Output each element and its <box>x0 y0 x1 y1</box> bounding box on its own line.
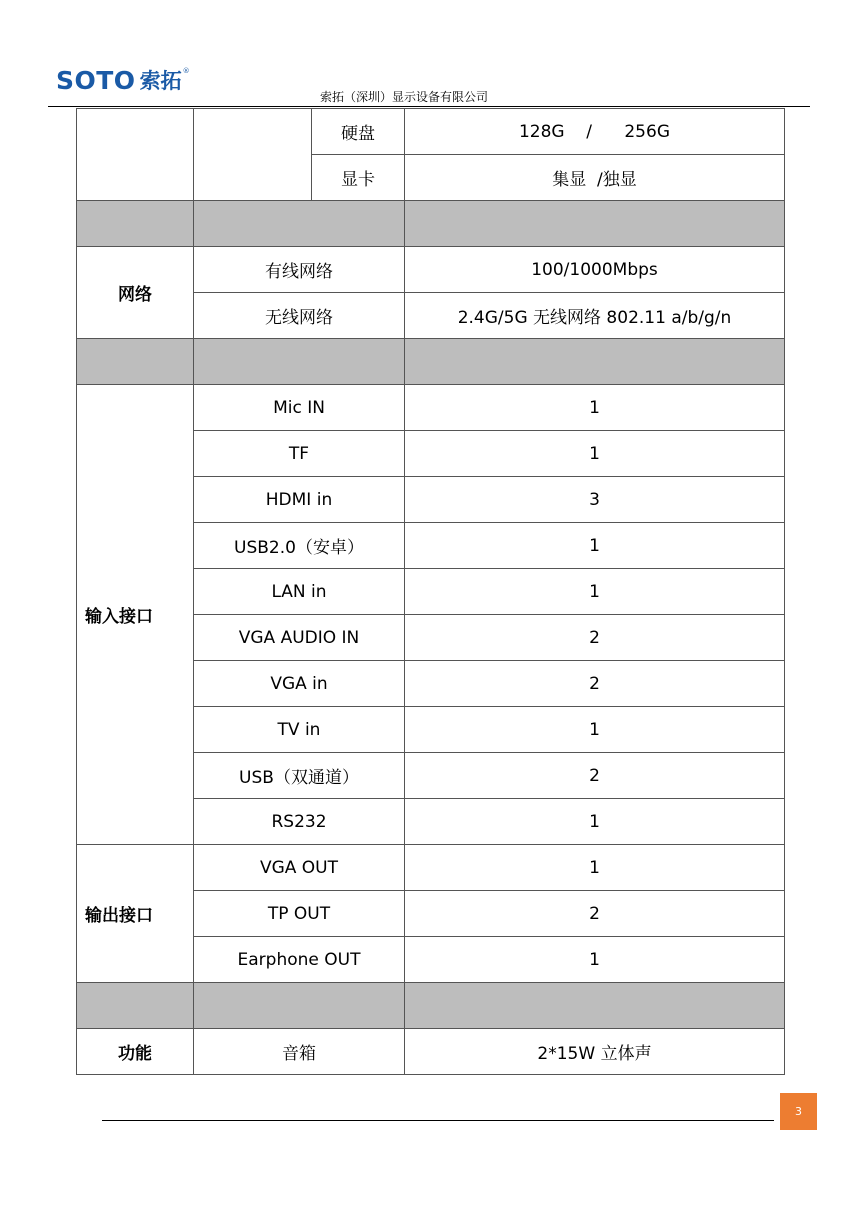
spec-value: 1 <box>405 523 785 569</box>
separator-row <box>77 983 785 1029</box>
spec-table <box>76 108 785 1075</box>
spec-value: 2.4G/5G 无线网络 802.11 a/b/g/n <box>405 293 785 339</box>
spec-name: LAN in <box>194 569 405 615</box>
table-row <box>77 247 785 293</box>
category-network: 网络 <box>77 247 194 339</box>
spec-name: Earphone OUT <box>194 937 405 983</box>
spec-name: TV in <box>194 707 405 753</box>
spec-value: 1 <box>405 569 785 615</box>
table-row <box>77 385 785 431</box>
table-row <box>77 1029 785 1075</box>
spec-name: 显卡 <box>312 155 405 201</box>
category-output: 输出接口 <box>77 845 194 983</box>
spec-value: 2 <box>405 891 785 937</box>
category-input: 输入接口 <box>77 385 194 845</box>
company-name: 索拓（深圳）显示设备有限公司 <box>320 90 489 104</box>
spec-name: 无线网络 <box>194 293 405 339</box>
spec-value: 100/1000Mbps <box>405 247 785 293</box>
spec-name: VGA AUDIO IN <box>194 615 405 661</box>
spec-name: RS232 <box>194 799 405 845</box>
spec-value: 集显 /独显 <box>405 155 785 201</box>
soto-logo <box>56 66 190 98</box>
logo-cn: 索拓 <box>139 69 182 93</box>
spec-value: 3 <box>405 477 785 523</box>
spec-value: 1 <box>405 431 785 477</box>
logo-reg: ® <box>182 67 190 75</box>
spec-value: 1 <box>405 707 785 753</box>
category-cell-empty <box>77 109 194 201</box>
page-number: 3 <box>780 1093 817 1130</box>
footer-rule <box>102 1120 774 1121</box>
spec-value: 1 <box>405 799 785 845</box>
category-function: 功能 <box>77 1029 194 1075</box>
spec-name: VGA in <box>194 661 405 707</box>
spec-value: 128G / 256G <box>405 109 785 155</box>
spec-name: VGA OUT <box>194 845 405 891</box>
spec-value: 2*15W 立体声 <box>405 1029 785 1075</box>
spec-name: HDMI in <box>194 477 405 523</box>
spec-name: 音箱 <box>194 1029 405 1075</box>
header-rule <box>48 106 810 107</box>
subcategory-cell-empty <box>194 109 312 201</box>
spec-name: 硬盘 <box>312 109 405 155</box>
spec-name: Mic IN <box>194 385 405 431</box>
spec-name: USB（双通道） <box>194 753 405 799</box>
table-row <box>77 845 785 891</box>
table-row <box>77 109 785 155</box>
separator-row <box>77 201 785 247</box>
spec-name: 有线网络 <box>194 247 405 293</box>
logo-latin: SOTO <box>56 66 136 95</box>
spec-name: TP OUT <box>194 891 405 937</box>
spec-name: USB2.0（安卓） <box>194 523 405 569</box>
spec-value: 2 <box>405 661 785 707</box>
spec-value: 1 <box>405 385 785 431</box>
spec-value: 1 <box>405 937 785 983</box>
spec-value: 2 <box>405 615 785 661</box>
spec-value: 1 <box>405 845 785 891</box>
spec-value: 2 <box>405 753 785 799</box>
separator-row <box>77 339 785 385</box>
spec-name: TF <box>194 431 405 477</box>
